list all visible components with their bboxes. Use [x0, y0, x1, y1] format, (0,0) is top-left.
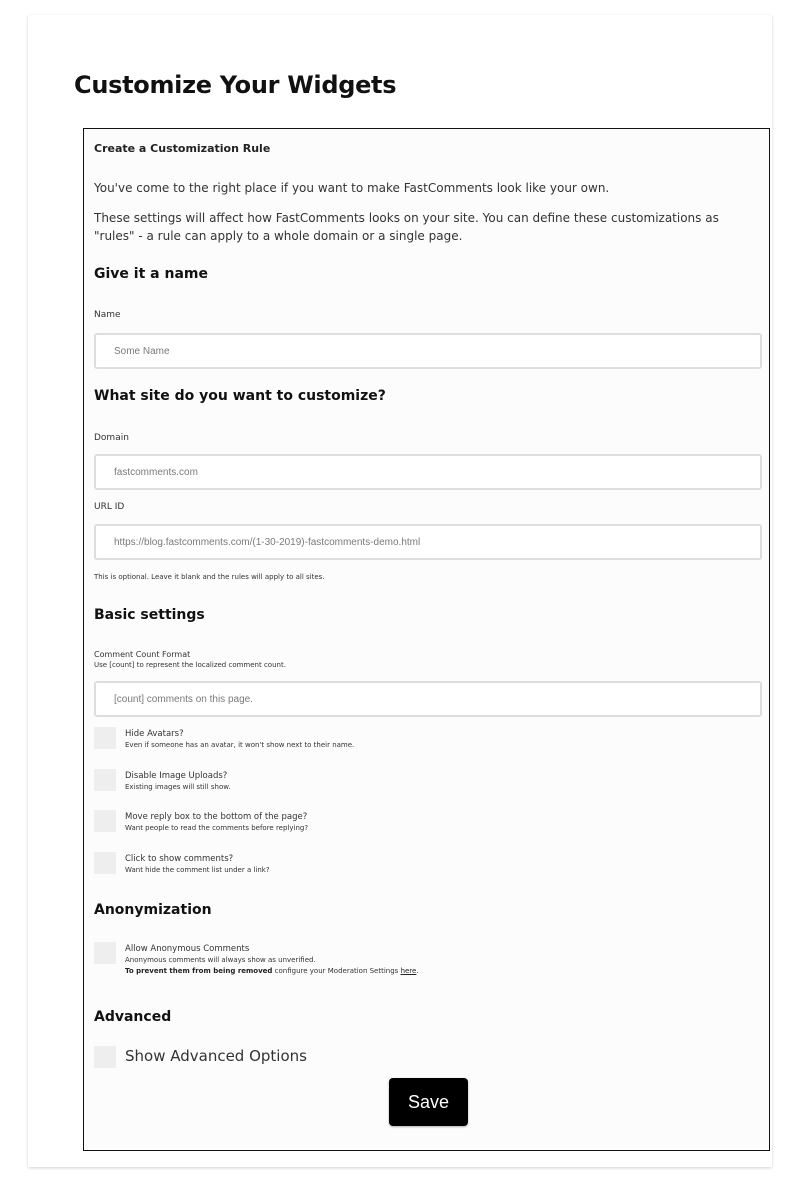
move-reply-box-description: Want people to read the comments before replying? [125, 824, 309, 832]
moderation-settings-link[interactable]: here [400, 967, 417, 975]
url-id-hint: This is optional. Leave it blank and the rules will apply to all sites. [94, 573, 325, 581]
hide-avatars-description: Even if someone has an avatar, it won't show next to their name. [125, 741, 355, 749]
page-title: Customize Your Widgets [74, 71, 397, 99]
click-to-show-text [125, 854, 270, 876]
name-input[interactable] [94, 333, 762, 369]
disable-image-uploads-text [125, 771, 231, 793]
name-label: Name [94, 310, 121, 320]
customize-widgets-card [28, 15, 772, 1167]
allow-anonymous-checkbox[interactable] [94, 942, 116, 964]
hide-avatars-text [125, 729, 354, 751]
advanced-heading: Advanced [94, 1009, 172, 1025]
moderation-note [125, 966, 419, 977]
moderation-note-bold: To prevent them from being removed [125, 967, 273, 975]
disable-image-uploads-description: Existing images will still show. [125, 783, 231, 791]
anonymization-heading: Anonymization [94, 902, 212, 918]
hide-avatars-checkbox[interactable] [94, 727, 116, 749]
moderation-note-text: configure your Moderation Settings [272, 967, 401, 975]
basic-settings-heading: Basic settings [94, 607, 205, 623]
show-advanced-checkbox[interactable] [94, 1046, 116, 1068]
site-section-heading: What site do you want to customize? [94, 388, 386, 404]
intro-text: You've come to the right place if you want to make FastComments look like your own. [94, 181, 610, 195]
domain-label: Domain [94, 433, 129, 443]
count-format-input[interactable] [94, 681, 762, 717]
url-id-label: URL ID [94, 502, 125, 512]
url-id-input[interactable] [94, 524, 762, 560]
count-format-help: Use [count] to represent the localized comment count. [94, 661, 286, 669]
move-reply-box-label: Move reply box to the bottom of the page? [125, 812, 308, 822]
form-title: Create a Customization Rule [94, 142, 271, 155]
disable-image-uploads-label: Disable Image Uploads? [125, 771, 228, 781]
allow-anonymous-text [125, 944, 419, 977]
allow-anonymous-description: Anonymous comments will always show as unverified. [125, 956, 316, 964]
show-advanced-label[interactable]: Show Advanced Options [125, 1047, 307, 1065]
name-section-heading: Give it a name [94, 266, 208, 282]
move-reply-box-checkbox[interactable] [94, 810, 116, 832]
click-to-show-description: Want hide the comment list under a link? [125, 866, 270, 874]
move-reply-box-text [125, 812, 308, 834]
click-to-show-checkbox[interactable] [94, 852, 116, 874]
customization-rule-form [83, 128, 770, 1151]
disable-image-uploads-checkbox[interactable] [94, 769, 116, 791]
click-to-show-label: Click to show comments? [125, 854, 234, 864]
count-format-label-block [94, 649, 286, 671]
save-button[interactable]: Save [389, 1078, 468, 1126]
description-text: These settings will affect how FastComments looks on your site. You can define these customizations as "rules" - a rule can apply to a whole domain or a single page. [94, 211, 719, 243]
hide-avatars-label: Hide Avatars? [125, 729, 184, 739]
count-format-label: Comment Count Format [94, 650, 191, 659]
domain-input[interactable] [94, 454, 762, 490]
allow-anonymous-label: Allow Anonymous Comments [125, 944, 250, 954]
moderation-note-period: . [416, 967, 419, 975]
